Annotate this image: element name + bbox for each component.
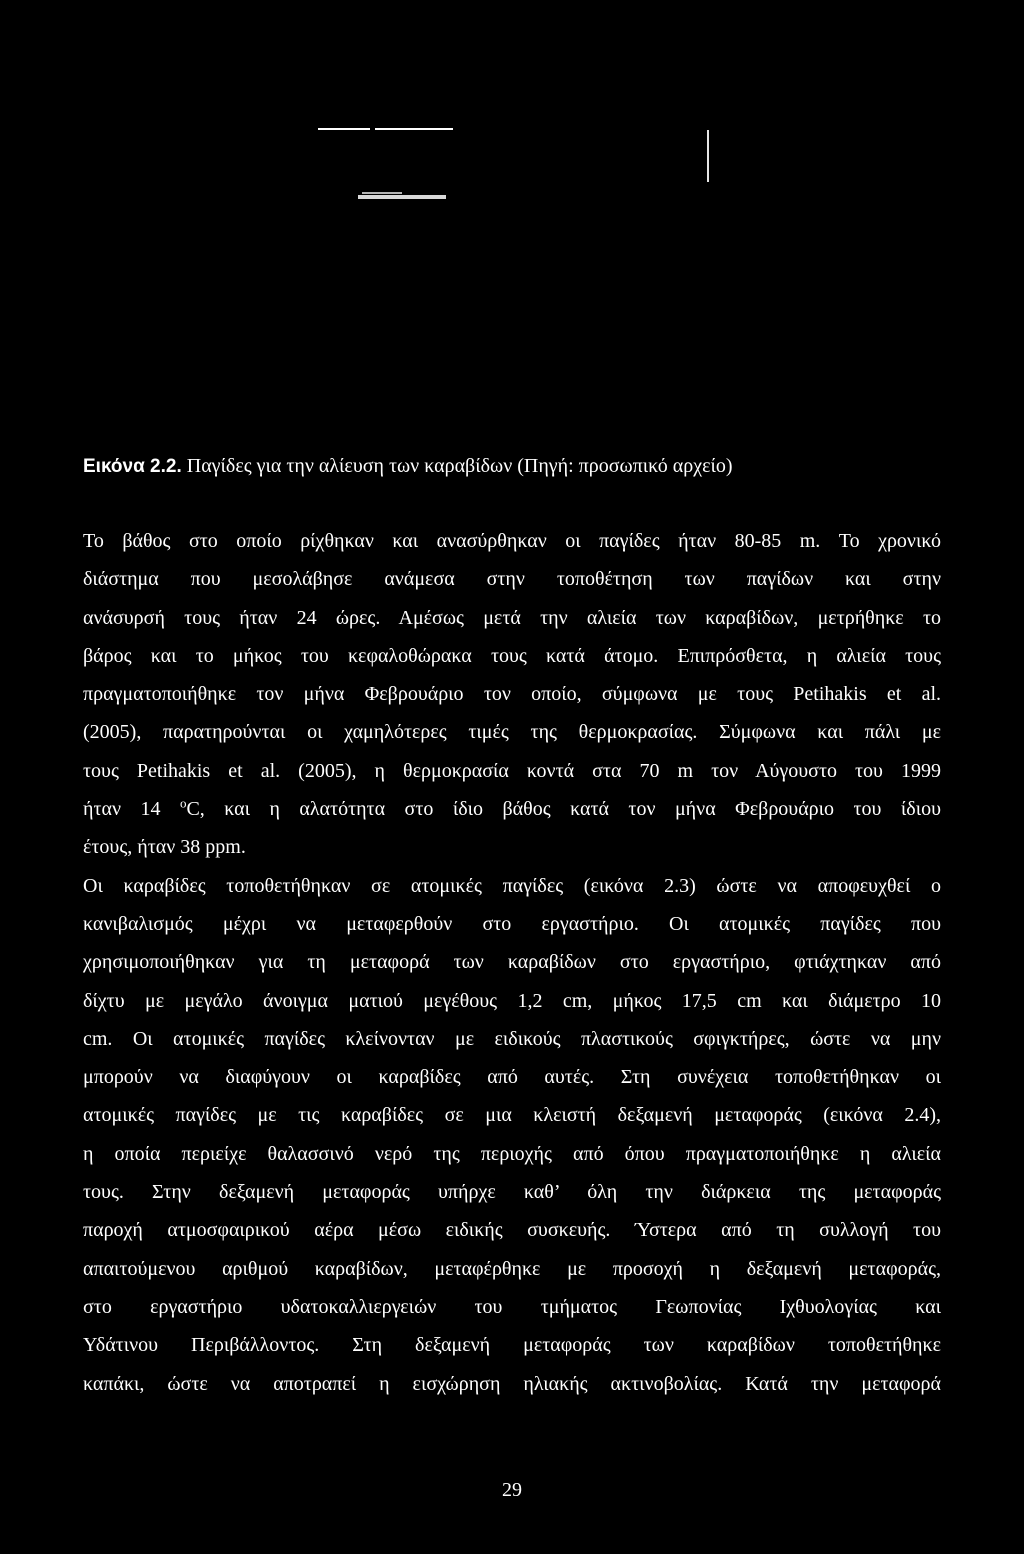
text-line: βάρος και το μήκος του κεφαλοθώρακα τους κατά άτομο. Επιπρόσθετα, η αλιεία τους xyxy=(83,644,941,667)
text-line: ατομικές παγίδες με τις καραβίδες σε μια κλειστή δεξαμενή μεταφοράς (εικόνα 2.4), xyxy=(83,1104,941,1127)
figure-mark-vertical-line xyxy=(707,130,709,182)
text-line: απαιτούμενου αριθμού καραβίδων, μεταφέρθηκε με προσοχή η δεξαμενή μεταφοράς, xyxy=(83,1257,941,1280)
text-line: Οι καραβίδες τοποθετήθηκαν σε ατομικές παγίδες (εικόνα 2.3) ώστε να αποφευχθεί ο xyxy=(83,874,941,897)
body-text xyxy=(83,522,941,1403)
figure-mark-line xyxy=(358,195,446,199)
text-line: τους Petihakis et al. (2005), η θερμοκρασία κοντά στα 70 m τον Αύγουστο του 1999 xyxy=(83,759,941,782)
text-line: cm. Οι ατομικές παγίδες κλείνονταν με ειδικούς πλαστικούς σφιγκτήρες, ώστε να μην xyxy=(83,1027,941,1050)
temperature-after: C, και η αλατότητα στο ίδιο βάθος κατά τον μήνα Φεβρουάριο του ίδιου xyxy=(186,798,941,821)
text-line: παροχή ατμοσφαιρικού αέρα μέσω ειδικής συσκευής. Ύστερα από τη συλλογή του xyxy=(83,1219,941,1242)
text-line: πραγματοποιήθηκε τον μήνα Φεβρουάριο τον οποίο, σύμφωνα με τους Petihakis et al. xyxy=(83,683,941,706)
figure-label: Εικόνα 2.2. xyxy=(83,456,182,477)
figure-mark-line xyxy=(362,192,402,194)
text-line: καπάκι, ώστε να αποτραπεί η εισχώρηση ηλιακής ακτινοβολίας. Κατά την μεταφορά xyxy=(83,1372,941,1395)
text-line: μπορούν να διαφύγουν οι καραβίδες από αυτές. Στη συνέχεια τοποθετήθηκαν οι xyxy=(83,1066,941,1089)
text-line: κανιβαλισμός μέχρι να μεταφερθούν στο εργαστήριο. Οι ατομικές παγίδες που xyxy=(83,912,941,935)
figure-mark-line xyxy=(375,128,453,130)
text-line-temperature xyxy=(83,790,941,828)
figure-image-area xyxy=(0,0,1024,440)
text-line: χρησιμοποιήθηκαν για τη μεταφορά των καραβίδων στο εργαστήριο, φτιάχτηκαν από xyxy=(83,951,941,974)
text-line: τους. Στην δεξαμενή μεταφοράς υπήρχε καθ’ όλη την διάρκεια της μεταφοράς xyxy=(83,1181,941,1204)
figure-caption-text: Παγίδες για την αλίευση των καραβίδων (Πηγή: προσωπικό αρχείο) xyxy=(181,455,733,477)
temperature-before: ήταν 14 xyxy=(83,798,180,821)
text-line: στο εργαστήριο υδατοκαλλιεργειών του τμήματος Γεωπονίας Ιχθυολογίας και xyxy=(83,1295,941,1318)
text-line: Το βάθος στο οποίο ρίχθηκαν και ανασύρθηκαν οι παγίδες ήταν 80-85 m. Το χρονικό xyxy=(83,530,941,552)
degree-sign: o xyxy=(179,795,187,811)
text-line: έτους, ήταν 38 ppm. xyxy=(83,836,246,859)
text-line: η οποία περιείχε θαλασσινό νερό της περιοχής από όπου πραγματοποιήθηκε η αλιεία xyxy=(83,1142,941,1165)
figure-mark-line xyxy=(318,128,370,130)
figure-caption xyxy=(83,451,943,482)
page-number: 29 xyxy=(502,1479,522,1501)
text-line: δίχτυ με μεγάλο άνοιγμα ματιού μεγέθους 1,2 cm, μήκος 17,5 cm και διάμετρο 10 xyxy=(83,989,941,1012)
text-line: ανάσυρσή τους ήταν 24 ώρες. Αμέσως μετά την αλιεία των καραβίδων, μετρήθηκε το xyxy=(83,606,941,629)
text-line: διάστημα που μεσολάβησε ανάμεσα στην τοποθέτηση των παγίδων και στην xyxy=(83,568,941,591)
text-line: (2005), παρατηρούνται οι χαμηλότερες τιμές της θερμοκρασίας. Σύμφωνα και πάλι με xyxy=(83,721,941,744)
text-line: Υδάτινου Περιβάλλοντος. Στη δεξαμενή μεταφοράς των καραβίδων τοποθετήθηκε xyxy=(83,1334,941,1357)
